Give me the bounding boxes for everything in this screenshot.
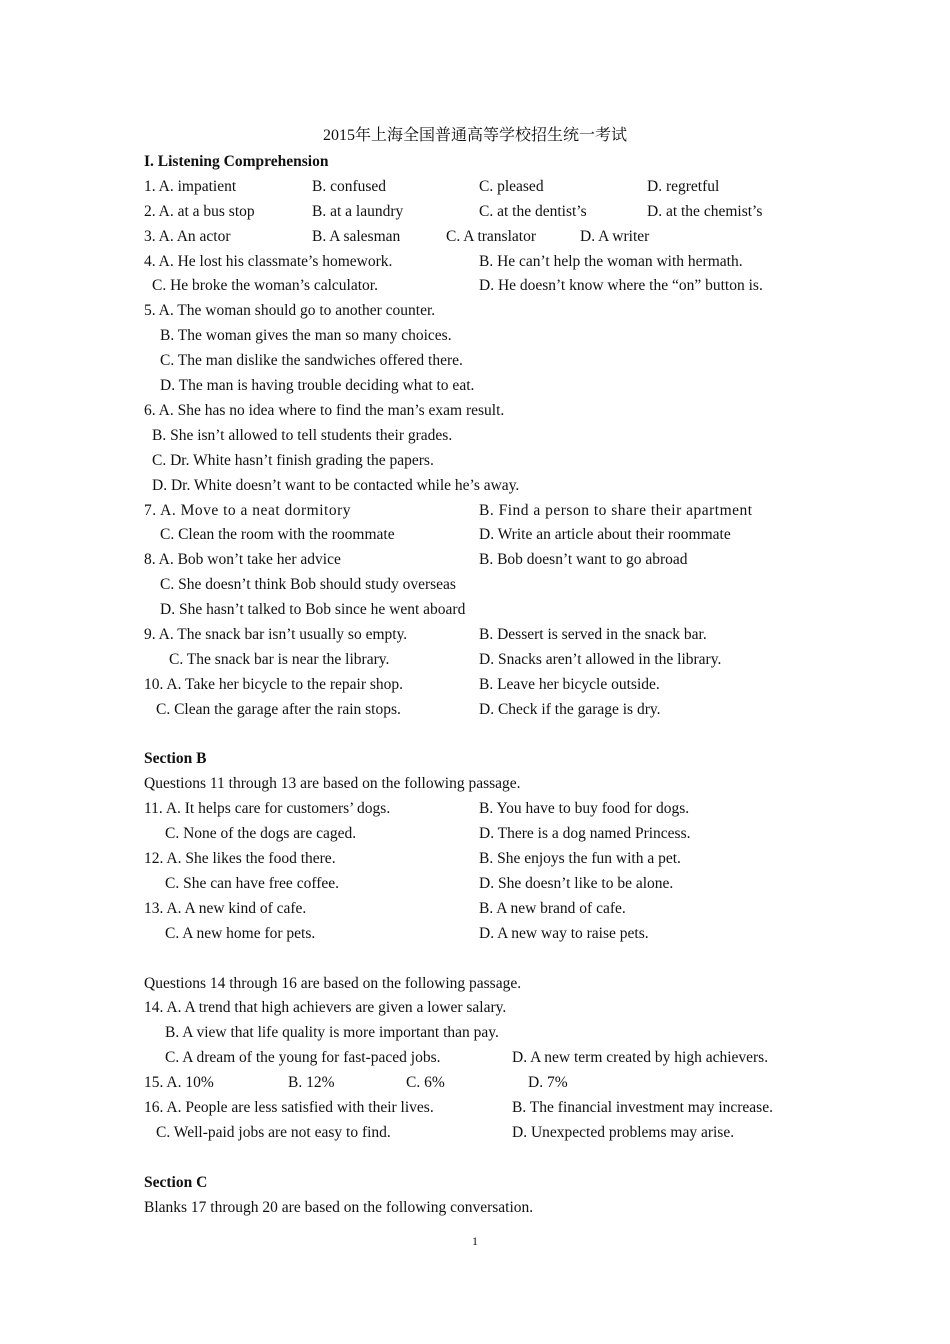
q15-option-a: 15. A. 10%	[144, 1074, 214, 1091]
q11-option-d: D. There is a dog named Princess.	[479, 825, 691, 842]
q11-option-a: 11. A. It helps care for customers’ dogs.	[144, 800, 391, 817]
q4-option-b: B. He can’t help the woman with hermath.	[479, 253, 743, 270]
page-number: 1	[472, 1234, 478, 1248]
q9-option-b: B. Dessert is served in the snack bar.	[479, 626, 707, 643]
q9-option-d: D. Snacks aren’t allowed in the library.	[479, 651, 722, 668]
section-heading-listening: I. Listening Comprehension	[144, 153, 329, 170]
q9-option-c: C. The snack bar is near the library.	[169, 651, 390, 668]
q5-option-c: C. The man dislike the sandwiches offered there.	[160, 352, 463, 369]
q1-option-a: 1. A. impatient	[144, 178, 237, 195]
q10-option-a: 10. A. Take her bicycle to the repair shop.	[144, 676, 404, 693]
q10-option-b: B. Leave her bicycle outside.	[479, 676, 660, 693]
q14-option-d: D. A new term created by high achievers.	[512, 1049, 769, 1066]
q4-option-d: D. He doesn’t know where the “on” button is.	[479, 277, 763, 294]
q2-option-b: B. at a laundry	[312, 203, 404, 220]
q8-option-a: 8. A. Bob won’t take her advice	[144, 551, 341, 568]
q12-option-c: C. She can have free coffee.	[165, 875, 339, 892]
q5-option-d: D. The man is having trouble deciding what to eat.	[160, 377, 475, 394]
q5-option-a: 5. A. The woman should go to another counter.	[144, 302, 436, 319]
q6-option-c: C. Dr. White hasn’t finish grading the papers.	[152, 452, 434, 469]
section-heading-c: Section C	[144, 1174, 208, 1191]
q13-option-b: B. A new brand of cafe.	[479, 900, 626, 917]
q13-option-d: D. A new way to raise pets.	[479, 925, 649, 942]
q12-option-b: B. She enjoys the fun with a pet.	[479, 850, 681, 867]
q15-option-c: C. 6%	[406, 1074, 445, 1091]
q16-option-c: C. Well-paid jobs are not easy to find.	[156, 1124, 391, 1141]
q16-option-d: D. Unexpected problems may arise.	[512, 1124, 735, 1141]
q13-option-c: C. A new home for pets.	[165, 925, 316, 942]
q3-option-a: 3. A. An actor	[144, 228, 231, 245]
q9-option-a: 9. A. The snack bar isn’t usually so empty.	[144, 626, 408, 643]
q8-option-c: C. She doesn’t think Bob should study overseas	[160, 576, 456, 593]
q15-option-b: B. 12%	[288, 1074, 335, 1091]
q5-option-b: B. The woman gives the man so many choices.	[160, 327, 452, 344]
q8-option-b: B. Bob doesn’t want to go abroad	[479, 551, 688, 568]
q11-option-c: C. None of the dogs are caged.	[165, 825, 357, 842]
q7-option-a: 7. A. Move to a neat dormitory	[144, 502, 351, 519]
passage-intro-11-13: Questions 11 through 13 are based on the following passage.	[144, 775, 521, 792]
q16-option-a: 16. A. People are less satisfied with their lives.	[144, 1099, 434, 1116]
q2-option-a: 2. A. at a bus stop	[144, 203, 255, 220]
q12-option-a: 12. A. She likes the food there.	[144, 850, 336, 867]
passage-intro-14-16: Questions 14 through 16 are based on the following passage.	[144, 975, 522, 992]
q2-option-d: D. at the chemist’s	[647, 203, 763, 220]
q8-option-d: D. She hasn’t talked to Bob since he went aboard	[160, 601, 466, 618]
q14-option-a: 14. A. A trend that high achievers are given a lower salary.	[144, 999, 507, 1016]
q11-option-b: B. You have to buy food for dogs.	[479, 800, 690, 817]
q3-option-d: D. A writer	[580, 228, 650, 245]
q4-option-c: C. He broke the woman’s calculator.	[152, 277, 378, 294]
q7-option-c: C. Clean the room with the roommate	[160, 526, 395, 543]
q13-option-a: 13. A. A new kind of cafe.	[144, 900, 307, 917]
conversation-intro-17-20: Blanks 17 through 20 are based on the following conversation.	[144, 1199, 534, 1216]
q3-option-c: C. A translator	[446, 228, 536, 245]
q6-option-d: D. Dr. White doesn’t want to be contacted while he’s away.	[152, 477, 520, 494]
q6-option-a: 6. A. She has no idea where to find the man’s exam result.	[144, 402, 505, 419]
q7-option-d: D. Write an article about their roommate	[479, 526, 731, 543]
q1-option-b: B. confused	[312, 178, 387, 195]
q1-option-c: C. pleased	[479, 178, 544, 195]
q15-option-d: D. 7%	[528, 1074, 568, 1091]
q1-option-d: D. regretful	[647, 178, 720, 195]
q16-option-b: B. The financial investment may increase.	[512, 1099, 773, 1116]
q12-option-d: D. She doesn’t like to be alone.	[479, 875, 674, 892]
q7-option-b: B. Find a person to share their apartment	[479, 502, 753, 519]
q3-option-b: B. A salesman	[312, 228, 401, 245]
q14-option-c: C. A dream of the young for fast-paced jobs.	[165, 1049, 441, 1066]
q14-option-b: B. A view that life quality is more important than pay.	[165, 1024, 499, 1041]
section-heading-b: Section B	[144, 750, 207, 767]
page-title: 2015年上海全国普通高等学校招生统一考试	[322, 127, 627, 144]
q6-option-b: B. She isn’t allowed to tell students their grades.	[152, 427, 453, 444]
q2-option-c: C. at the dentist’s	[479, 203, 587, 220]
q4-option-a: 4. A. He lost his classmate’s homework.	[144, 253, 393, 270]
q10-option-d: D. Check if the garage is dry.	[479, 701, 661, 718]
q10-option-c: C. Clean the garage after the rain stops.	[156, 701, 401, 718]
